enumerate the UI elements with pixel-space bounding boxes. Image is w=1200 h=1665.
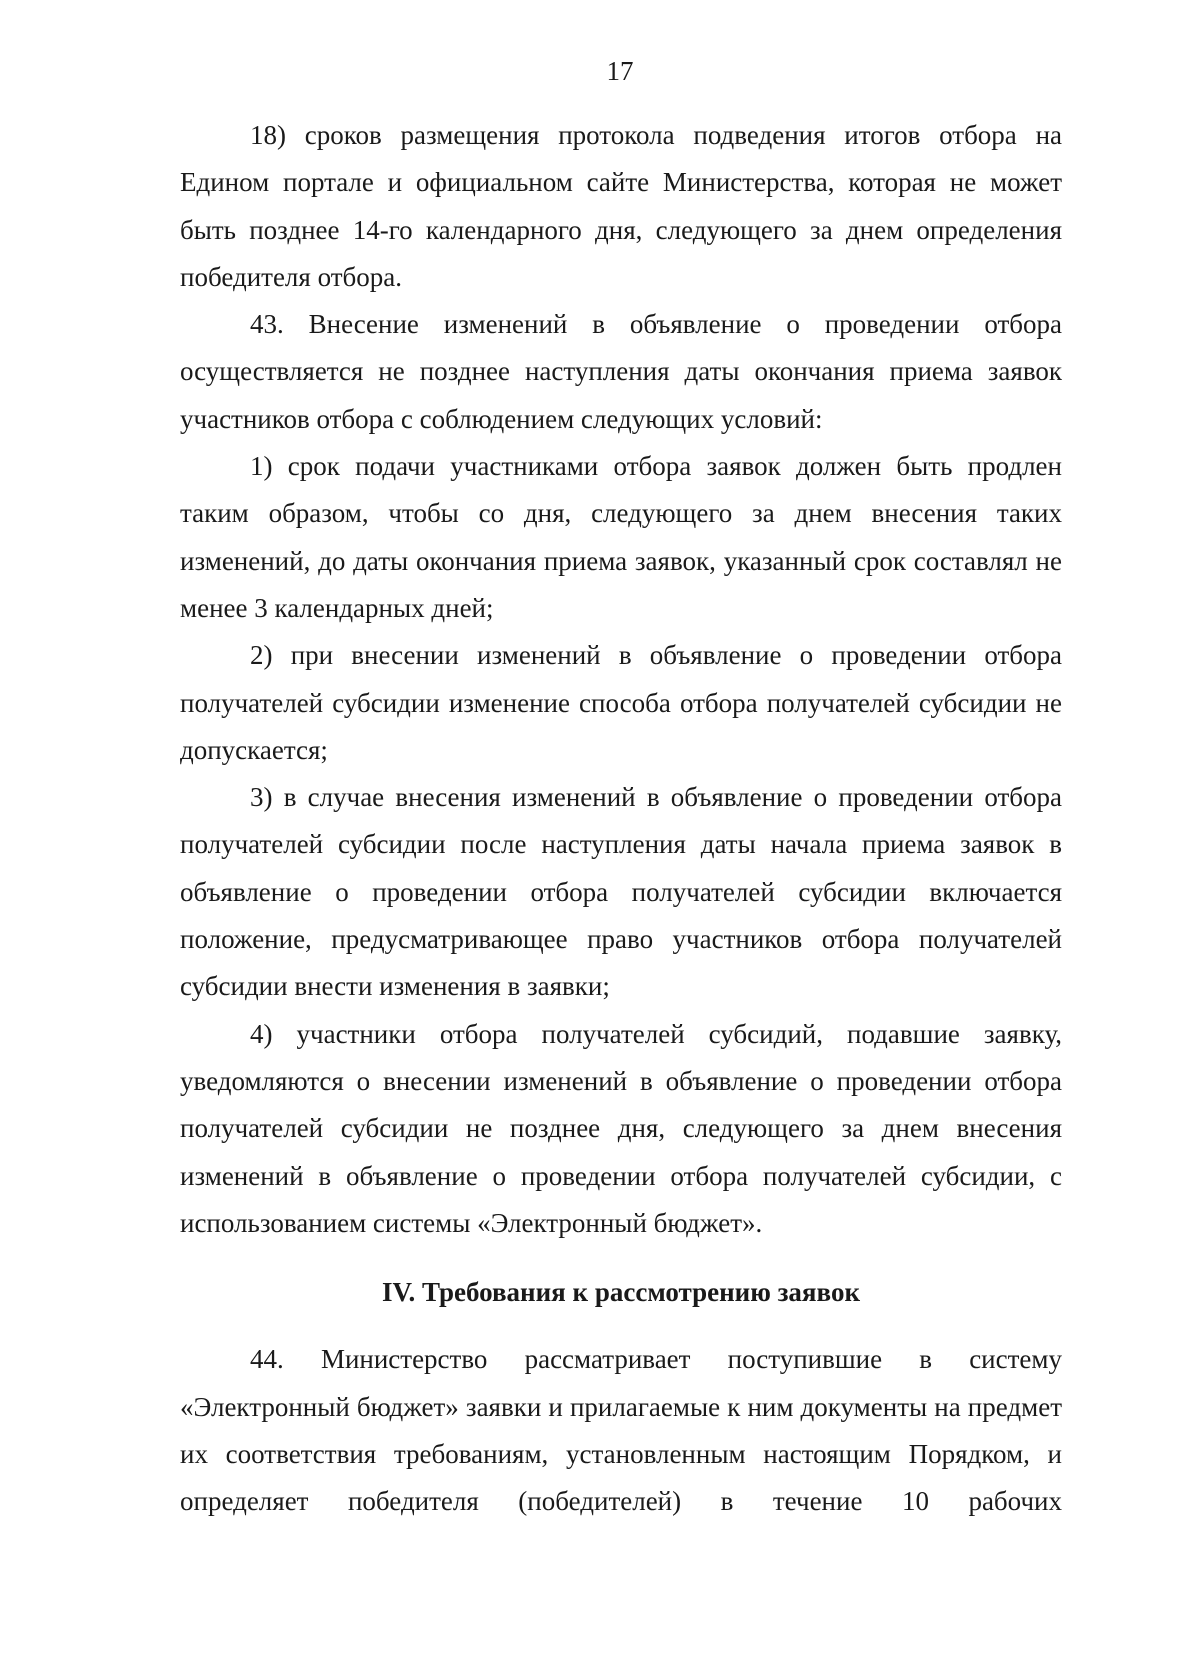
- document-body: [180, 112, 1062, 1526]
- page-number: 17: [606, 56, 634, 86]
- paragraph-subitem-1: 1) срок подачи участниками отбора заявок должен быть продлен таким образом, чтобы со дня, следующего за днем внесения таких изменений, до даты окончания приема заявок, указанный срок составлял не менее 3 календарных дней;: [180, 451, 1062, 623]
- paragraph-clause-43: 43. Внесение изменений в объявление о проведении отбора осуществляется не позднее наступления даты окончания приема заявок участников отбора с соблюдением следующих условий:: [180, 309, 1062, 434]
- paragraph-item-18: 18) сроков размещения протокола подведения итогов отбора на Едином портале и официальном сайте Министерства, которая не может быть позднее 14-го календарного дня, следующего за днем определения победителя отбора.: [180, 120, 1062, 292]
- paragraph-subitem-4: 4) участники отбора получателей субсидий, подавшие заявку, уведомляются о внесении изменений в объявление о проведении отбора получателей субсидии не позднее дня, следующего за днем внесения изменений в объявление о проведении отбора получателей субсидии, с использованием системы «Электронный бюджет».: [180, 1018, 1062, 1238]
- section-heading: IV. Требования к рассмотрению заявок: [382, 1277, 860, 1308]
- paragraph-clause-44: 44. Министерство рассматривает поступившие в систему «Электронный бюджет» заявки и прилагаемые к ним документы на предмет их соответствия требованиям, установленным настоящим Порядком, и определяет победителя (победителей) в течение 10 рабочих: [180, 1344, 1062, 1517]
- paragraph-subitem-2: 2) при внесении изменений в объявление о проведении отбора получателей субсидии изменение способа отбора получателей субсидии не допускается;: [180, 640, 1062, 765]
- paragraph-subitem-3: 3) в случае внесения изменений в объявление о проведении отбора получателей субсидии после наступления даты начала приема заявок в объявление о проведении отбора получателей субсидии включается положение, предусматривающее право участников отбора получателей субсидии внести изменения в заявки;: [180, 782, 1062, 1002]
